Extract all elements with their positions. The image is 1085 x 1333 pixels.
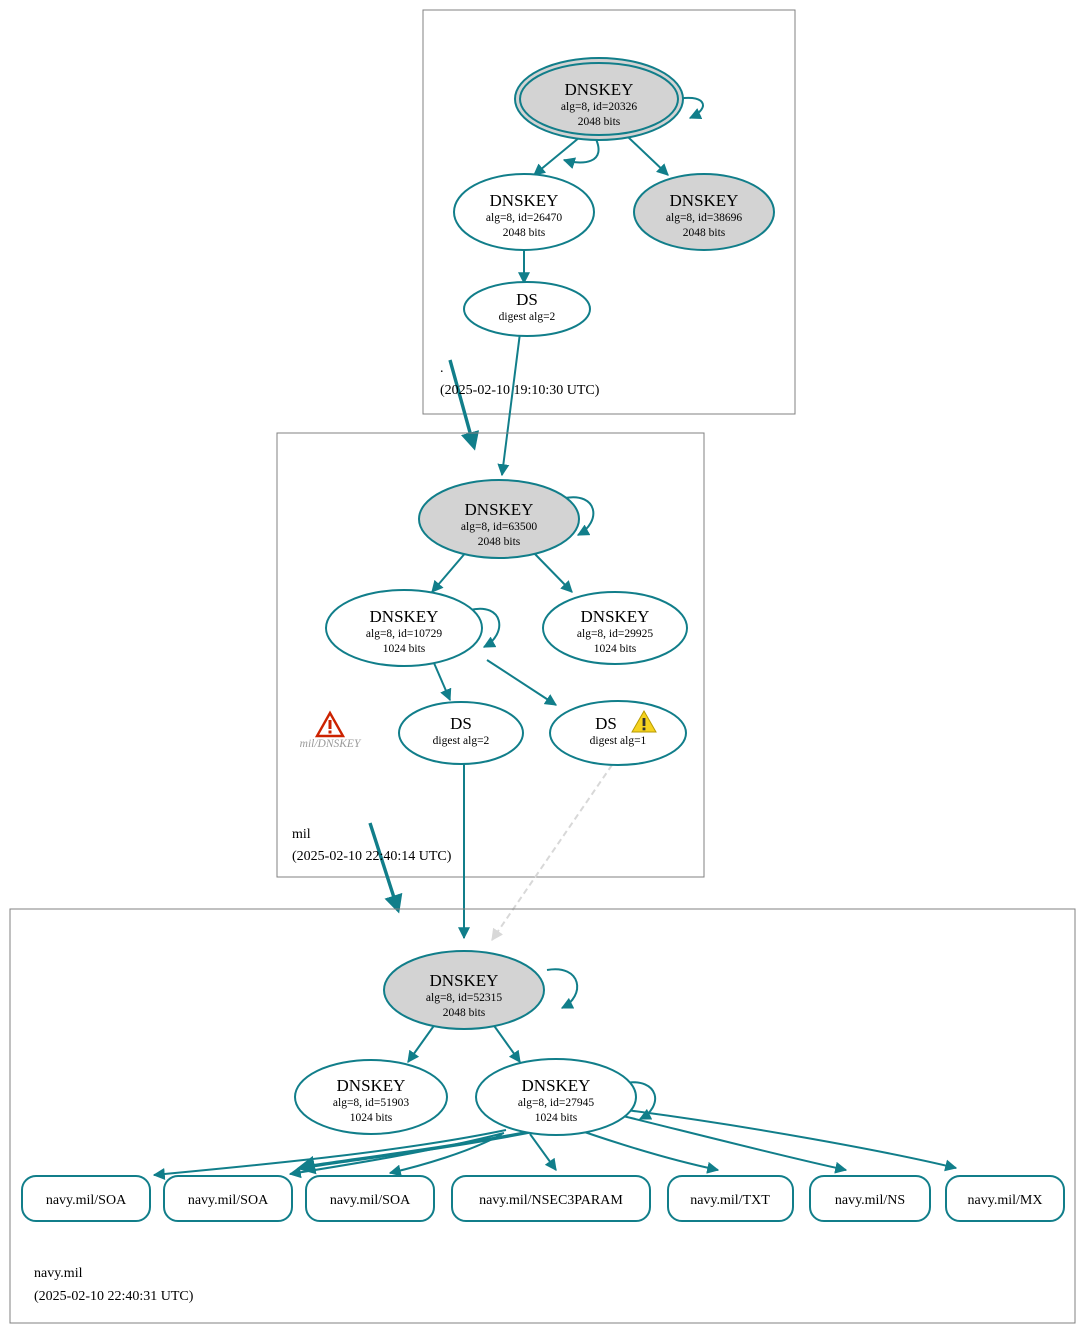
node-zsk29925[interactable] xyxy=(543,592,687,664)
zone-warning-label: mil/DNSKEY xyxy=(299,738,361,750)
zone-timestamp-root: (2025-02-10 19:10:30 UTC) xyxy=(440,383,600,398)
node-line3: 2048 bits xyxy=(442,1007,486,1019)
edge-zsk27945-to-rr-thick xyxy=(300,1130,540,1168)
node-line2: alg=8, id=63500 xyxy=(460,521,538,533)
node-zsk51903[interactable] xyxy=(295,1060,447,1134)
node-line3: 1024 bits xyxy=(349,1112,393,1124)
rr-label: navy.mil/SOA xyxy=(187,1193,269,1208)
node-line3: 1024 bits xyxy=(593,643,637,655)
node-title: DNSKEY xyxy=(521,1076,591,1095)
node-ksk63500[interactable] xyxy=(419,480,579,558)
node-ds-mil-digest2[interactable] xyxy=(399,702,523,764)
edge-ksk63500-to-zsk29925 xyxy=(532,551,572,592)
edge-zone-mil-to-navymil xyxy=(370,823,398,910)
node-line2: alg=8, id=51903 xyxy=(332,1097,410,1109)
node-title: DNSKEY xyxy=(369,607,439,626)
rr-label: navy.mil/TXT xyxy=(690,1193,770,1208)
zone-name-mil: mil xyxy=(292,827,311,842)
edge-zsk27945-to-rr4 xyxy=(530,1134,556,1170)
node-line2: alg=8, id=20326 xyxy=(560,101,638,113)
zone-timestamp-navymil: (2025-02-10 22:40:31 UTC) xyxy=(34,1289,194,1304)
node-ds-root-digest2[interactable] xyxy=(464,282,590,336)
edge-zsk27945-to-rr6 xyxy=(623,1116,846,1170)
node-zsk26470[interactable] xyxy=(454,174,594,250)
node-line2: digest alg=2 xyxy=(498,311,556,323)
node-zsk10729[interactable] xyxy=(326,590,482,666)
node-ksk52315[interactable] xyxy=(384,951,544,1029)
edge-ksk20326-to-zsk26470 xyxy=(534,137,580,175)
node-line3: 1024 bits xyxy=(534,1112,578,1124)
node-ksk20326[interactable] xyxy=(515,58,683,140)
node-line3: 2048 bits xyxy=(477,536,521,548)
rr-node-mx[interactable] xyxy=(946,1176,1064,1221)
node-line3: 2048 bits xyxy=(577,116,621,128)
node-ds-mil-digest1[interactable] xyxy=(550,701,686,765)
node-zsk38696[interactable] xyxy=(634,174,774,250)
edge-ksk63500-to-zsk10729 xyxy=(432,551,467,592)
node-title: DNSKEY xyxy=(580,607,650,626)
zone-timestamp-mil: (2025-02-10 22:40:14 UTC) xyxy=(292,849,452,864)
node-title: DS xyxy=(595,714,617,733)
edge-zsk10729-to-ds-digest1 xyxy=(487,660,556,705)
node-line2: digest alg=1 xyxy=(589,735,647,747)
rr-node-soa-2[interactable] xyxy=(164,1176,292,1221)
rr-label: navy.mil/SOA xyxy=(45,1193,127,1208)
edge-ksk52315-self xyxy=(547,969,577,1008)
node-line2: alg=8, id=27945 xyxy=(517,1097,595,1109)
node-title: DNSKEY xyxy=(464,500,534,519)
node-line3: 2048 bits xyxy=(682,227,726,239)
node-line3: 1024 bits xyxy=(382,643,426,655)
rr-node-txt[interactable] xyxy=(668,1176,793,1221)
node-line2: alg=8, id=29925 xyxy=(576,628,654,640)
zone-name-root: . xyxy=(440,361,444,376)
rr-node-nsec3param[interactable] xyxy=(452,1176,650,1221)
node-line3: 2048 bits xyxy=(502,227,546,239)
error-triangle-icon xyxy=(317,713,343,736)
node-title: DNSKEY xyxy=(669,191,739,210)
node-zsk27945[interactable] xyxy=(476,1059,636,1135)
rr-node-soa-3[interactable] xyxy=(306,1176,434,1221)
edge-zsk10729-to-ds-digest2 xyxy=(434,663,450,700)
edge-ds-mil-digest1-to-ksk52315-dashed xyxy=(492,765,612,940)
rr-node-soa-1[interactable] xyxy=(22,1176,150,1221)
rr-label: navy.mil/NS xyxy=(834,1193,906,1208)
node-title: DS xyxy=(450,714,472,733)
edge-ds-root-to-ksk63500 xyxy=(502,333,520,475)
rr-label: navy.mil/NSEC3PARAM xyxy=(479,1193,623,1208)
node-title: DNSKEY xyxy=(489,191,559,210)
node-line2: alg=8, id=52315 xyxy=(425,992,503,1004)
edge-zone-root-to-mil xyxy=(450,360,474,447)
node-title: DS xyxy=(516,290,538,309)
rr-node-ns[interactable] xyxy=(810,1176,930,1221)
node-title: DNSKEY xyxy=(564,80,634,99)
node-title: DNSKEY xyxy=(429,971,499,990)
rr-label: navy.mil/MX xyxy=(967,1193,1043,1208)
node-line2: alg=8, id=10729 xyxy=(365,628,443,640)
node-line2: alg=8, id=26470 xyxy=(485,212,563,224)
node-line2: digest alg=2 xyxy=(432,735,490,747)
zone-warning-mil-dnskey xyxy=(300,713,362,750)
node-line2: alg=8, id=38696 xyxy=(665,212,743,224)
edge-ksk20326-to-zsk38696 xyxy=(628,137,668,175)
zone-name-navymil: navy.mil xyxy=(34,1266,83,1281)
node-title: DNSKEY xyxy=(336,1076,406,1095)
rr-label: navy.mil/SOA xyxy=(329,1193,411,1208)
